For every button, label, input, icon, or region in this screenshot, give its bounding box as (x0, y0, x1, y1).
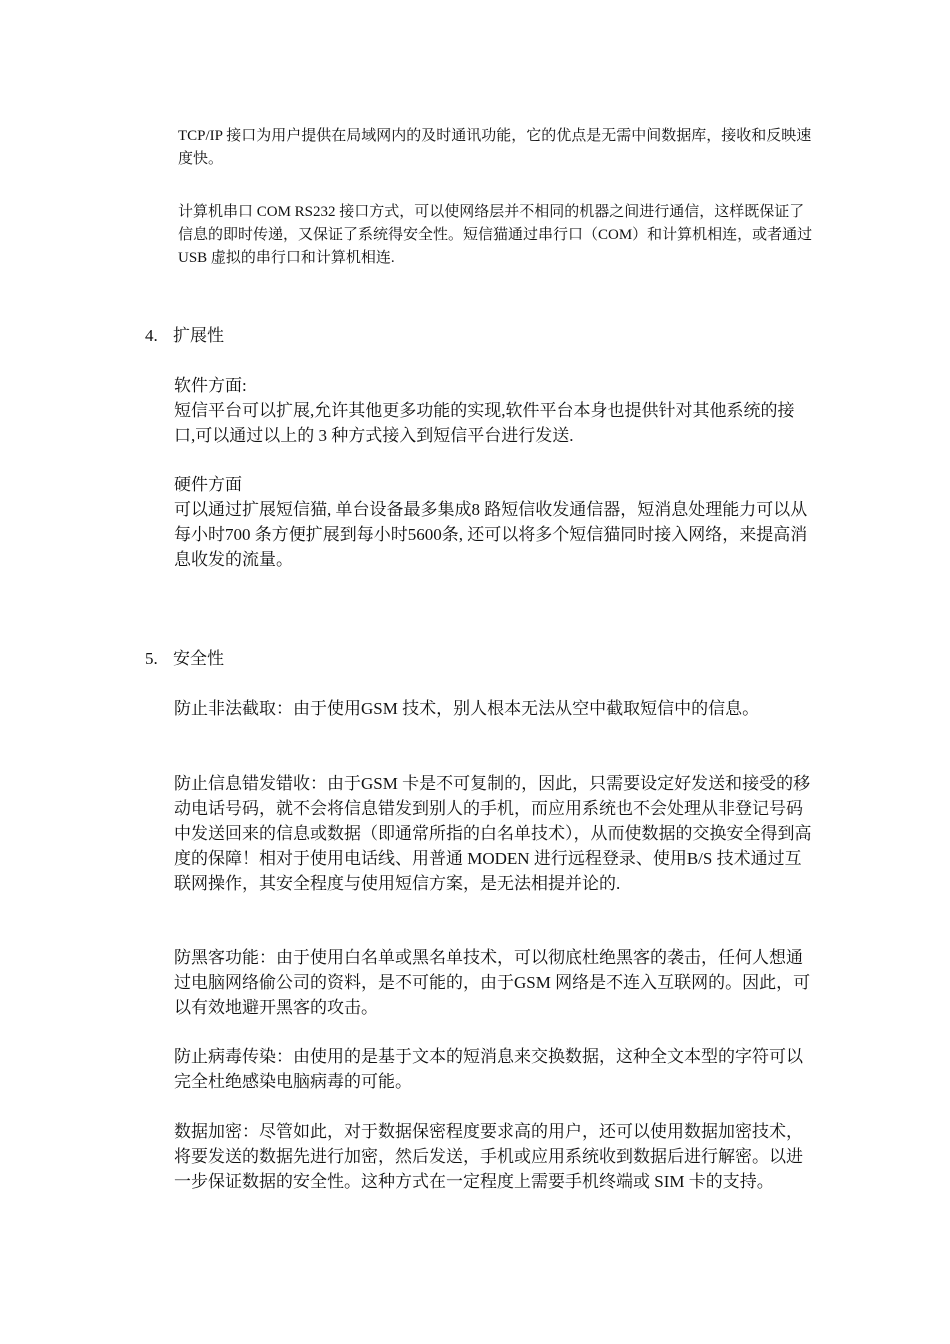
anti-hacker-paragraph: 防黑客功能：由于使用白名单或黑名单技术，可以彻底杜绝黑客的袭击，任何人想通过电脑网络偷公司的资料，是不可能的，由于GSM 网络是不连入互联网的。因此，可以有效地避开黑客的攻击。 (174, 948, 811, 1017)
section-4-heading (145, 324, 224, 348)
section-4-number: 4. (145, 326, 158, 345)
section-5-title: 安全性 (173, 649, 224, 668)
tcpip-paragraph: TCP/IP 接口为用户提供在局域网内的及时通讯功能，它的优点是无需中间数据库，接收和反映速度快。 (178, 128, 812, 167)
anti-virus-paragraph: 防止病毒传染：由使用的是基于文本的短消息来交换数据，这种全文本型的字符可以完全杜绝感染电脑病毒的可能。 (174, 1047, 803, 1091)
section-4-title: 扩展性 (173, 326, 224, 345)
hardware-label: 硬件方面 (174, 475, 242, 494)
section-5-number: 5. (145, 649, 158, 668)
software-label: 软件方面: (174, 376, 247, 395)
serial-port-paragraph: 计算机串口 COM RS232 接口方式，可以使网络层并不相同的机器之间进行通信，这样既保证了信息的即时传递，又保证了系统得安全性。短信猫通过串行口（COM）和计算机相连，或者通过 USB 虚拟的串行口和计算机相连. (178, 204, 813, 266)
anti-misdelivery-paragraph: 防止信息错发错收：由于GSM 卡是不可复制的，因此，只需要设定好发送和接受的移动电话号码，就不会将信息错发到别人的手机，而应用系统也不会处理从非登记号码中发送回来的信息或数据（即通常所指的白名单技术），从而使数据的交换安全得到高度的保障！相对于使用电话线、用普通 MODEN 进行远程登录、使用B/S 技术通过互联网操作，其安全程度与使用短信方案，是无法相提并论的. (174, 774, 812, 893)
software-paragraph: 短信平台可以扩展,允许其他更多功能的实现,软件平台本身也提供针对其他系统的接口,可以通过以上的 3 种方式接入到短信平台进行发送. (174, 401, 795, 445)
data-encryption-paragraph: 数据加密：尽管如此，对于数据保密程度要求高的用户，还可以使用数据加密技术，将要发送的数据先进行加密，然后发送，手机或应用系统收到数据后进行解密。以进一步保证数据的安全性。这种方式在一定程度上需要手机终端或 SIM 卡的支持。 (174, 1122, 803, 1191)
section-5-heading (145, 647, 224, 671)
anti-interception-paragraph: 防止非法截取：由于使用GSM 技术，别人根本无法从空中截取短信中的信息。 (174, 699, 760, 718)
hardware-paragraph: 可以通过扩展短信猫, 单台设备最多集成8 路短信收发通信器，短消息处理能力可以从每小时700 条方便扩展到每小时5600条, 还可以将多个短信猫同时接入网络，来提高消息收发的流量。 (174, 500, 808, 569)
